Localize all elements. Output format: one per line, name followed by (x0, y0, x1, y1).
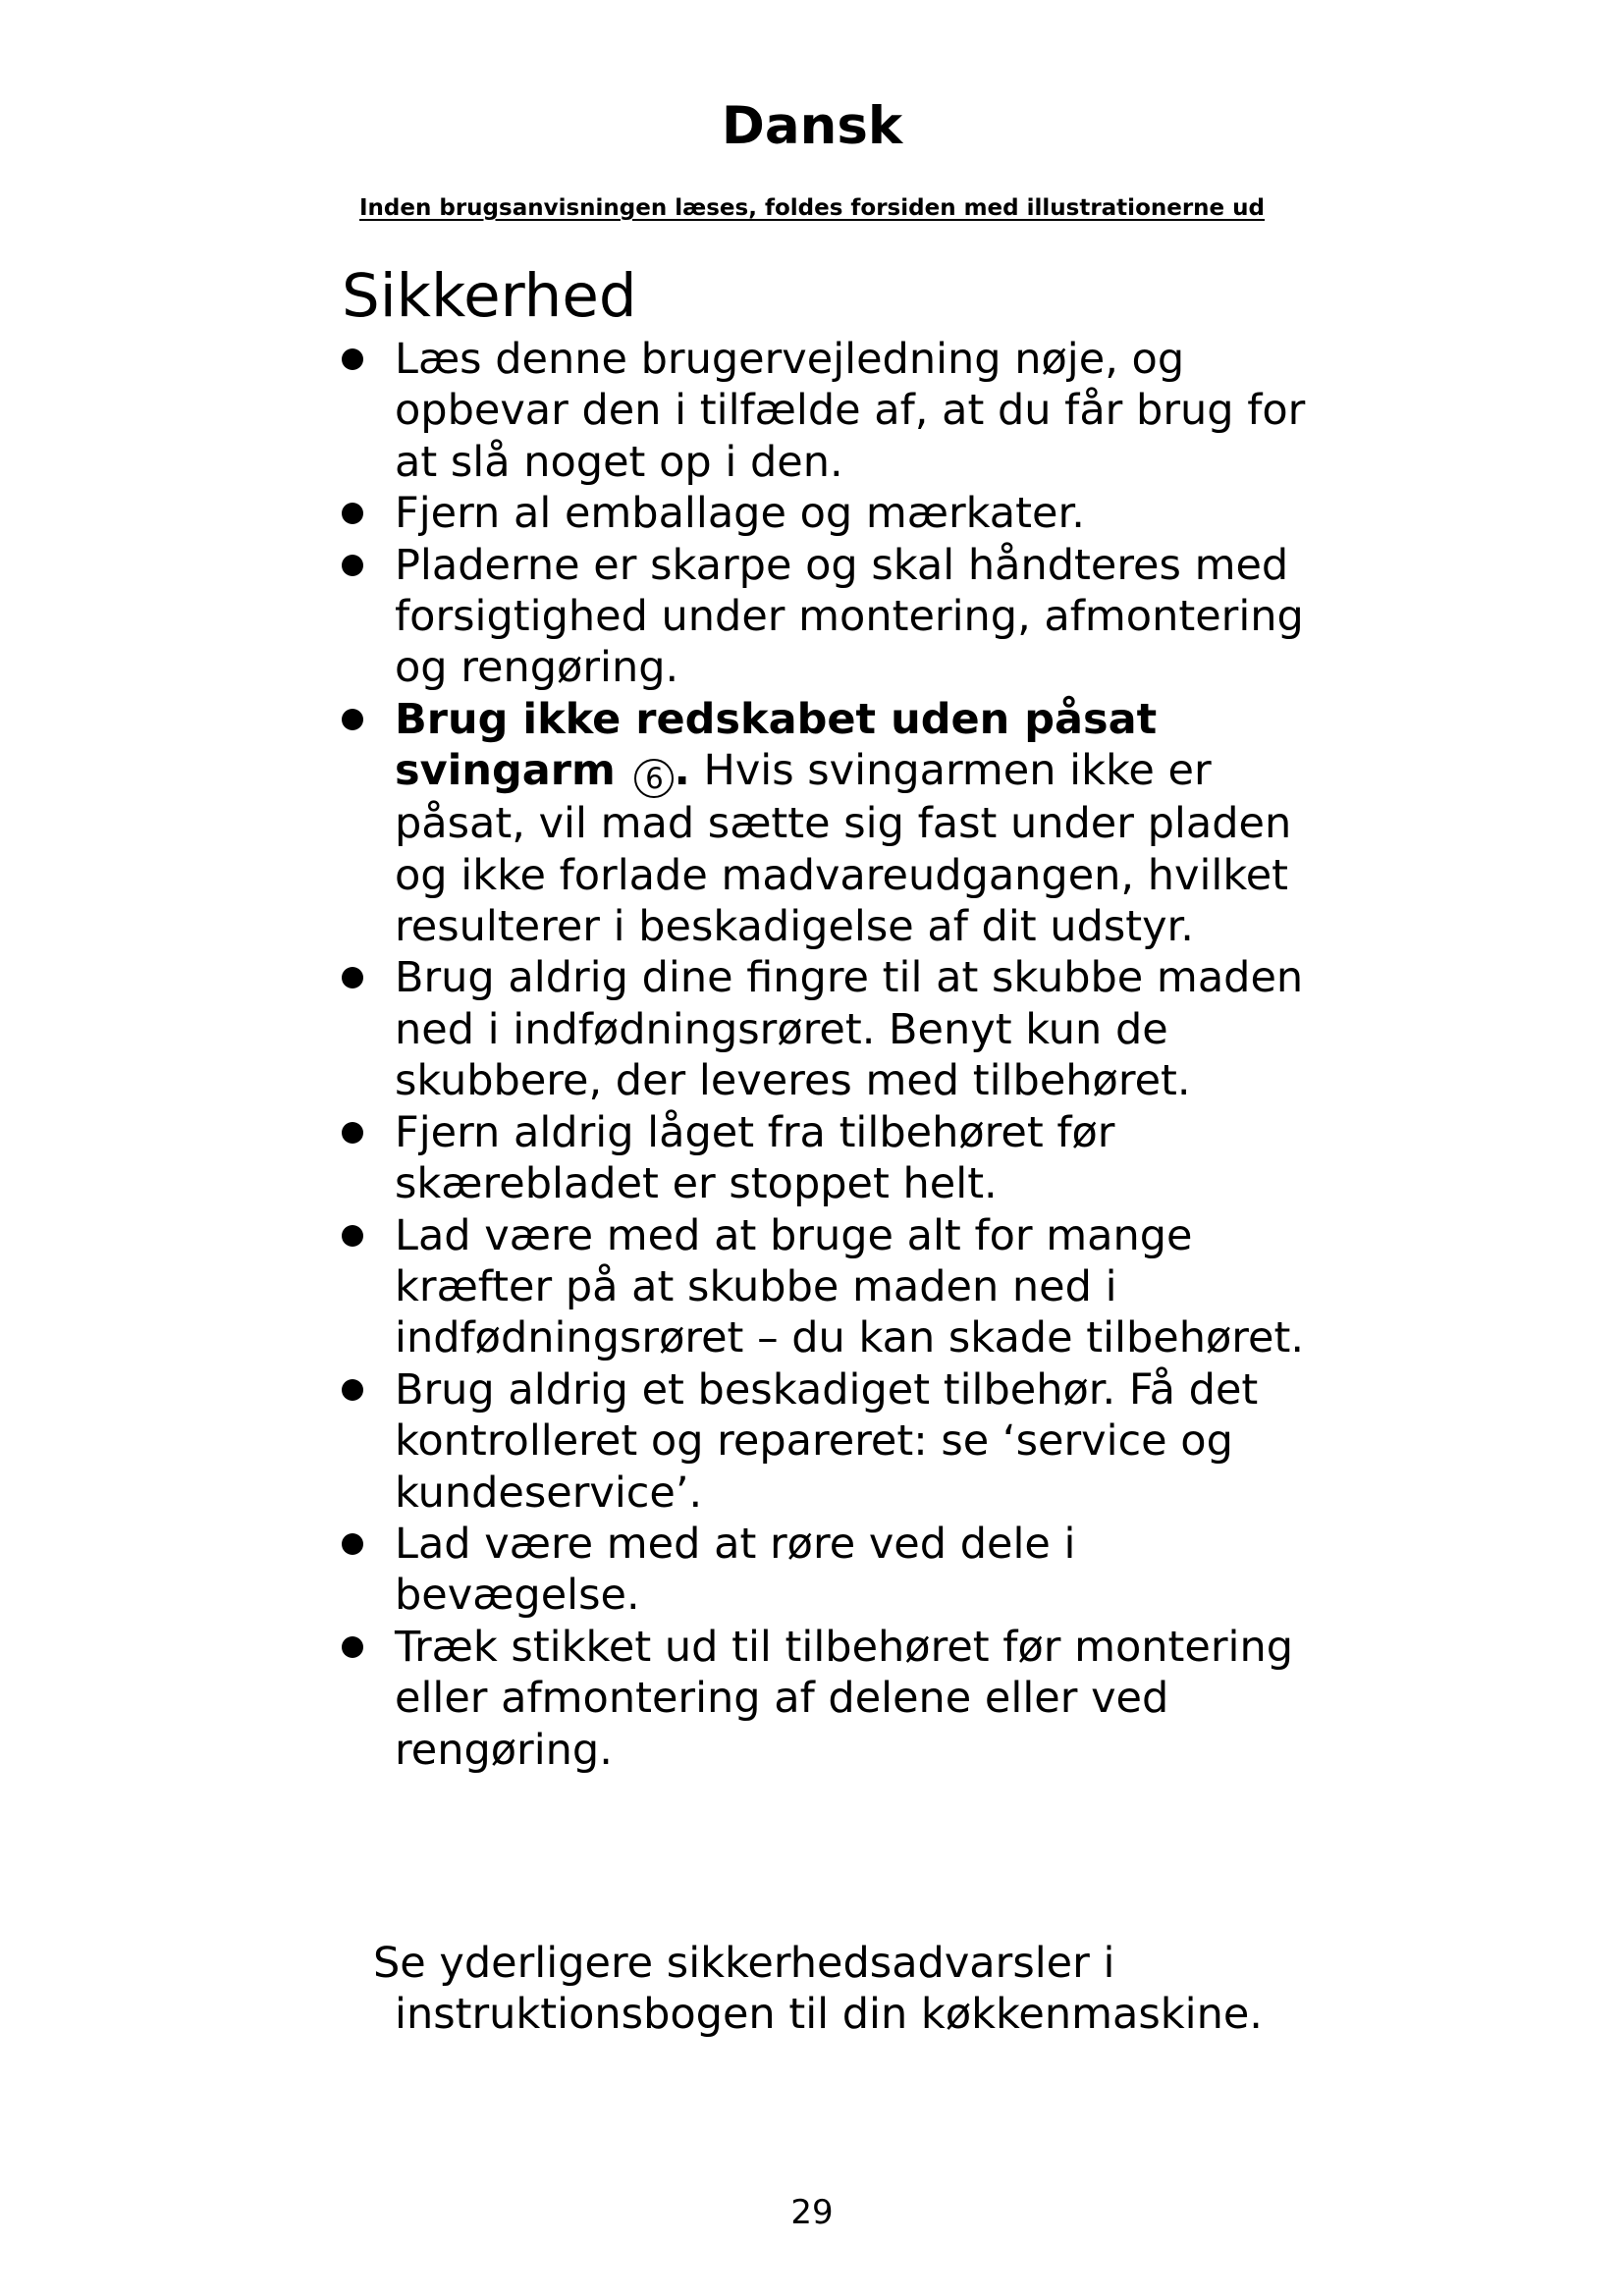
bullet-icon (342, 967, 363, 988)
safety-item-text: Brug aldrig dine fingre til at skubbe maden ned i indfødningsrøret. Benyt kun de skubbere, der leveres med tilbehøret. (395, 953, 1304, 1106)
safety-item (342, 1364, 1324, 1519)
circled-reference-number: 6 (634, 759, 674, 798)
fold-out-instruction: Inden brugsanvisningen læses, foldes forsiden med illustrationerne ud (359, 195, 1265, 221)
safety-item (342, 334, 1324, 488)
bullet-icon (342, 1379, 363, 1401)
bullet-icon (342, 1636, 363, 1658)
safety-item-text: Pladerne er skarpe og skal håndteres med forsigtighed under montering, afmontering og rengøring. (395, 540, 1304, 693)
safety-item-text: Lad være med at bruge alt for mange kræfter på at skubbe maden ned i indfødningsrøret – du kan skade tilbehøret. (395, 1210, 1304, 1363)
bullet-icon (342, 348, 363, 370)
safety-item-warning (342, 694, 1324, 953)
bullet-icon (342, 709, 363, 730)
warning-bold-suffix: . (674, 746, 690, 796)
safety-item-text: Lad være med at røre ved dele i bevægelse. (395, 1519, 1076, 1621)
safety-item (342, 1622, 1324, 1776)
bullet-icon (342, 555, 363, 576)
safety-item (342, 1210, 1324, 1364)
bullet-icon (342, 503, 363, 524)
safety-item-text: Brug aldrig et beskadiget tilbehør. Få det kontrolleret og repareret: se ‘service og kundeservice’. (395, 1364, 1259, 1518)
page-number: 29 (790, 2193, 834, 2232)
safety-item-text: Fjern aldrig låget fra tilbehøret før skærebladet er stoppet helt. (395, 1107, 1115, 1209)
safety-item-text: Træk stikket ud til tilbehøret før montering eller afmontering af delene eller ved rengøring. (395, 1622, 1294, 1775)
safety-item-text: Hvis svingarmen ikke er påsat, vil mad sætte sig fast under pladen og ikke forlade madvareudgangen, hvilket resulterer i beskadigelse af dit udstyr. (395, 746, 1292, 952)
warning-bold-text: Brug ikke redskabet uden påsat svingarm (395, 694, 1158, 796)
safety-item (342, 1107, 1324, 1210)
safety-list (342, 334, 1324, 1776)
page-title: Dansk (721, 96, 903, 156)
safety-item (342, 540, 1324, 694)
safety-item (342, 1519, 1324, 1622)
closing-note: Se yderligere sikkerhedsadvarsler i instruktionsbogen til din køkkenmaskine. (373, 1939, 1263, 2040)
bullet-icon (342, 1122, 363, 1144)
safety-item (342, 952, 1324, 1106)
bullet-icon (342, 1225, 363, 1247)
bullet-icon (342, 1533, 363, 1555)
safety-item-text: Fjern al emballage og mærkater. (395, 489, 1085, 539)
safety-item-text: Læs denne brugervejledning nøje, og opbevar den i tilfælde af, at du får brug for at slå noget op i den. (395, 335, 1306, 487)
safety-item (342, 488, 1324, 539)
section-heading: Sikkerhed (342, 261, 637, 331)
